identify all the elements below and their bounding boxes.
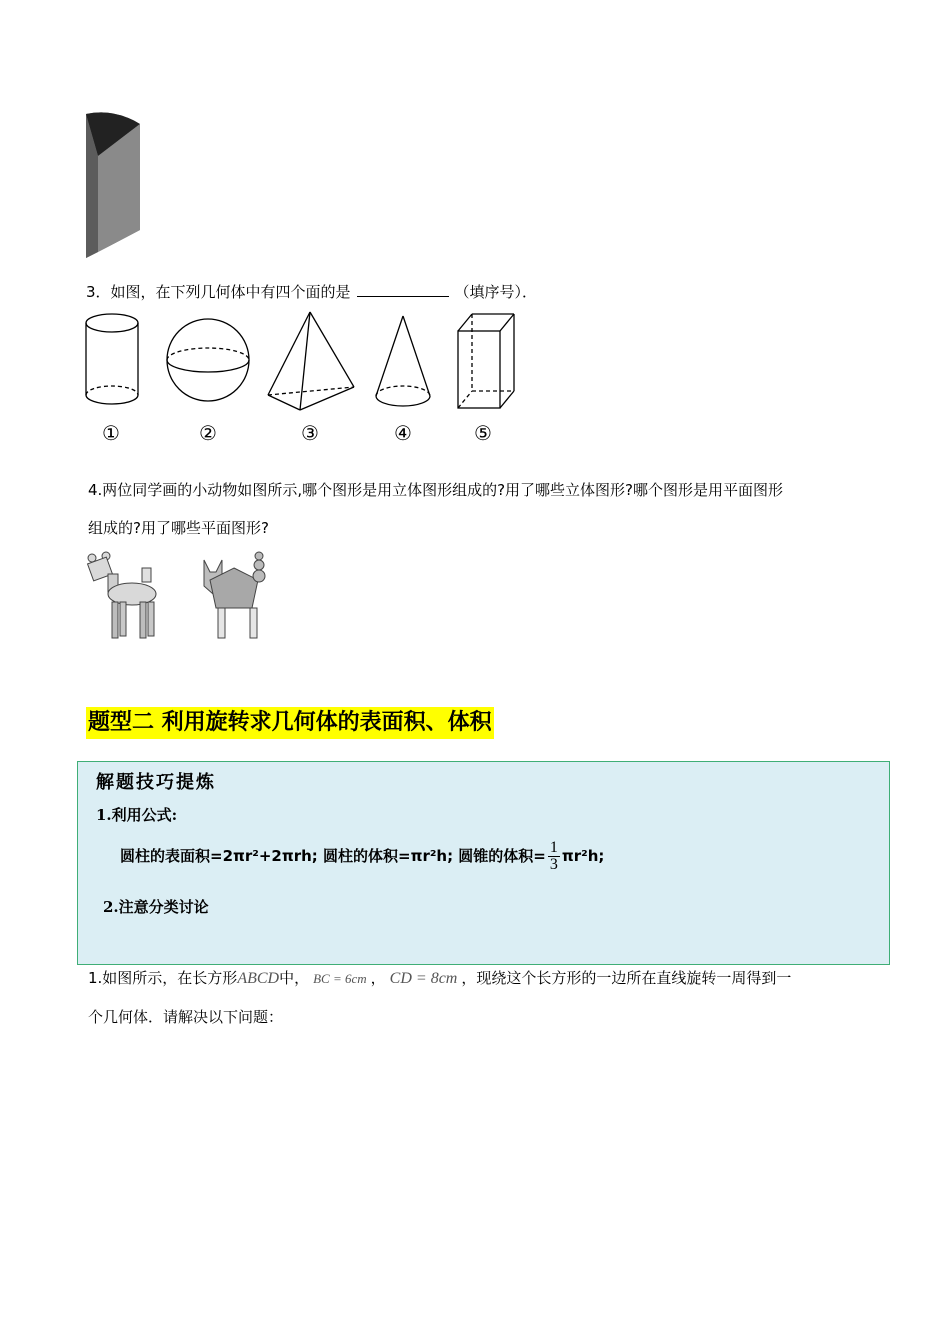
question-3 bbox=[86, 282, 537, 302]
solid-animal bbox=[88, 552, 156, 638]
cd-length: CD = 8cm bbox=[389, 970, 458, 987]
cone-shape bbox=[376, 316, 430, 406]
fraction-denominator: 3 bbox=[549, 856, 558, 873]
tips-item-1: 1.利用公式: bbox=[96, 806, 178, 824]
problem-text: ， bbox=[370, 969, 386, 987]
label-3: ③ bbox=[301, 421, 319, 445]
tips-box bbox=[77, 761, 890, 965]
bc-length: BC = 6cm bbox=[313, 971, 367, 986]
solids-figure bbox=[84, 310, 524, 414]
question-3-text: 3．如图，在下列几何体中有四个面的是 bbox=[86, 283, 351, 301]
triangular-prism-figure bbox=[84, 112, 144, 260]
formula-text: 圆柱的表面积=2πr²+2πrh; 圆柱的体积=πr²h; 圆锥的体积= bbox=[120, 847, 546, 865]
animals-figure bbox=[86, 550, 276, 642]
flat-animal bbox=[204, 552, 265, 638]
question-4-line1: 4.两位同学画的小动物如图所示,哪个图形是用立体图形组成的?用了哪些立体图形?哪个图形是用平面图形 bbox=[88, 481, 784, 499]
problem-text: ，现绕这个长方形的一边所在直线旋转一周得到一 bbox=[461, 969, 792, 987]
tips-heading: 解题技巧提炼 bbox=[96, 772, 216, 793]
fraction-one-third bbox=[548, 840, 560, 873]
section-title: 题型二 利用旋转求几何体的表面积、体积 bbox=[86, 707, 494, 739]
fraction-numerator: 1 bbox=[549, 839, 558, 856]
problem-1-line2: 个几何体．请解决以下问题： bbox=[88, 1008, 284, 1026]
pyramid-shape bbox=[268, 312, 354, 410]
tips-formula bbox=[120, 840, 604, 873]
formula-text-tail: πr²h; bbox=[561, 847, 605, 865]
sphere-shape bbox=[167, 319, 249, 401]
label-1: ① bbox=[102, 421, 120, 445]
question-4-line2: 组成的?用了哪些平面图形? bbox=[88, 519, 269, 537]
label-2: ② bbox=[199, 421, 217, 445]
problem-text: 1.如图所示，在长方形 bbox=[88, 969, 238, 987]
question-3-suffix: （填序号）． bbox=[454, 283, 538, 301]
problem-text: 中， bbox=[279, 969, 310, 987]
answer-blank[interactable] bbox=[357, 282, 449, 297]
cylinder-shape bbox=[86, 314, 138, 404]
problem-1-line1 bbox=[88, 968, 791, 989]
label-4: ④ bbox=[394, 421, 412, 445]
tips-item-2: 2.注意分类讨论 bbox=[103, 898, 209, 916]
label-5: ⑤ bbox=[474, 421, 492, 445]
cuboid-shape bbox=[458, 314, 514, 408]
rect-name: ABCD bbox=[237, 970, 280, 987]
